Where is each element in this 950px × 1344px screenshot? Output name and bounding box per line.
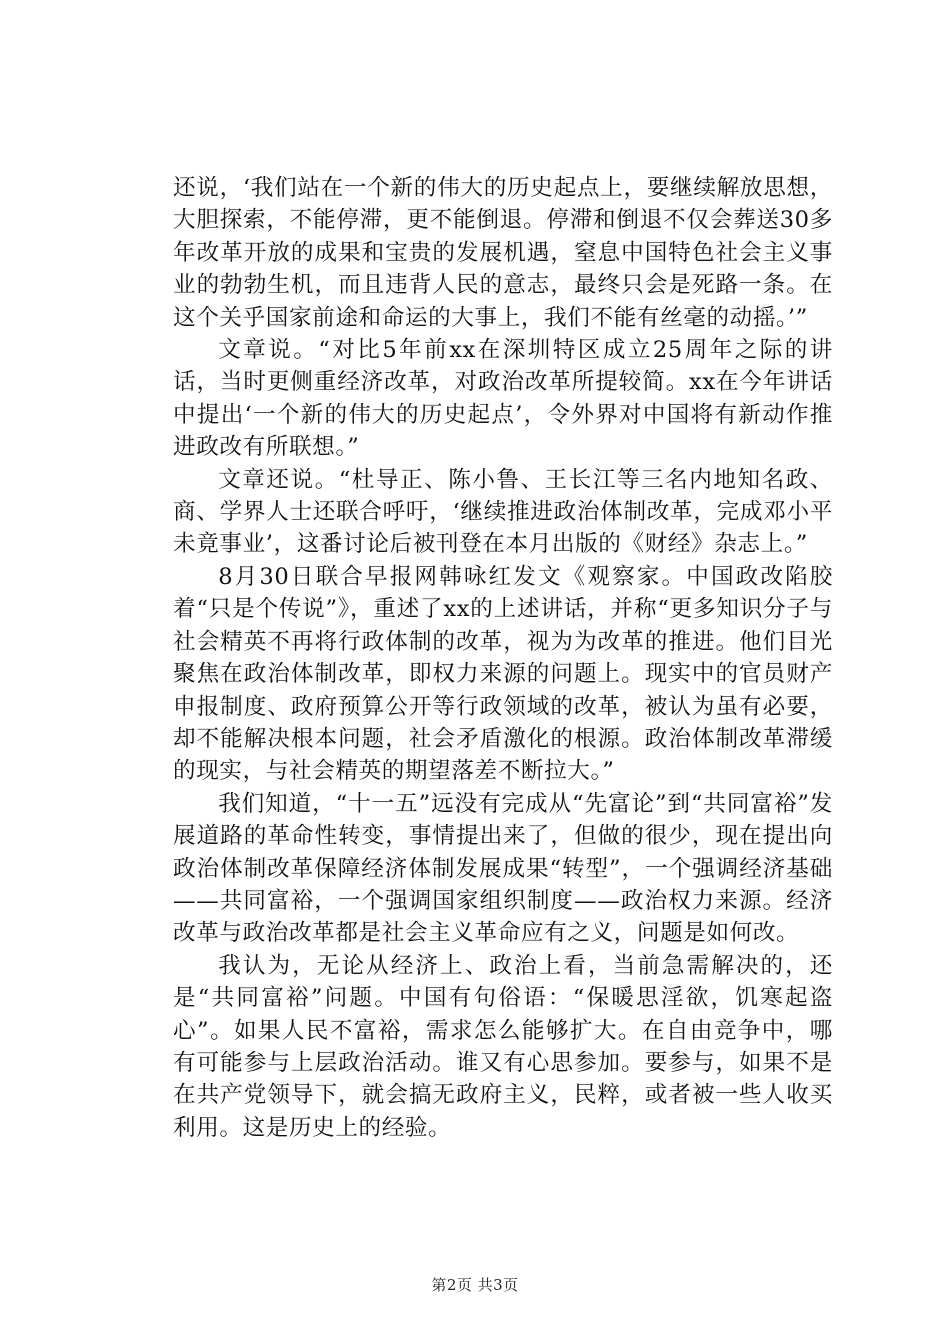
paragraph: 文章还说。“杜导正、陈小鲁、王长江等三名内地知名政、商、学界人士还联合呼吁，‘继续推进政治体制改革，完成邓小平未竟事业’，这番讨论后被刊登在本月出版的《财经》杂志上。” bbox=[173, 466, 833, 558]
paragraph: 我认为，无论从经济上、政治上看，当前急需解决的，还是“共同富裕”问题。中国有句俗语：“保暖思淫欲，饥寒起盗心”。如果人民不富裕，需求怎么能够扩大。在自由竞争中，哪有可能参与上层政治活动。谁又有心思参加。要参与，如果不是在共产党领导下，就会搞无政府主义，民粹，或者被一些人收买利用。这是历史上的经验。 bbox=[173, 952, 833, 1141]
paragraph: 8月30日联合早报网韩咏红发文《观察家。中国政改陷胶着“只是个传说”》，重述了xx的上述讲话，并称“更多知识分子与社会精英不再将行政体制的改革，视为为改革的推进。他们目光聚焦在政治体制改革，即权力来源的问题上。现实中的官员财产申报制度、政府预算公开等行政领域的改革，被认为虽有必要，却不能解决根本问题，社会矛盾激化的根源。政治体制改革滞缓的现实，与社会精英的期望落差不断拉大。” bbox=[173, 563, 833, 785]
paragraph: 我们知道，“十一五”远没有完成从“先富论”到“共同富裕”发展道路的革命性转变，事情提出来了，但做的很少，现在提出向政治体制改革保障经济体制发展成果“转型”，一个强调经济基础——共同富裕，一个强调国家组织制度——政治权力来源。经济改革与政治改革都是社会主义革命应有之义，问题是如何改。 bbox=[173, 790, 833, 947]
document-body bbox=[173, 172, 833, 1144]
page-number-footer: 第2页 共3页 bbox=[431, 1276, 519, 1294]
paragraph: 文章说。“对比5年前xx在深圳特区成立25周年之际的讲话，当时更侧重经济改革，对政治改革所提较简。xx在今年讲话中提出‘一个新的伟大的历史起点’，令外界对中国将有新动作推进政改有所联想。” bbox=[173, 337, 833, 461]
paragraph: 还说，‘我们站在一个新的伟大的历史起点上，要继续解放思想，大胆探索，不能停滞，更不能倒退。停滞和倒退不仅会葬送30多年改革开放的成果和宝贵的发展机遇，窒息中国特色社会主义事业的勃勃生机，而且违背人民的意志，最终只会是死路一条。在这个关乎国家前途和命运的大事上，我们不能有丝毫的动摇。’” bbox=[173, 175, 833, 331]
